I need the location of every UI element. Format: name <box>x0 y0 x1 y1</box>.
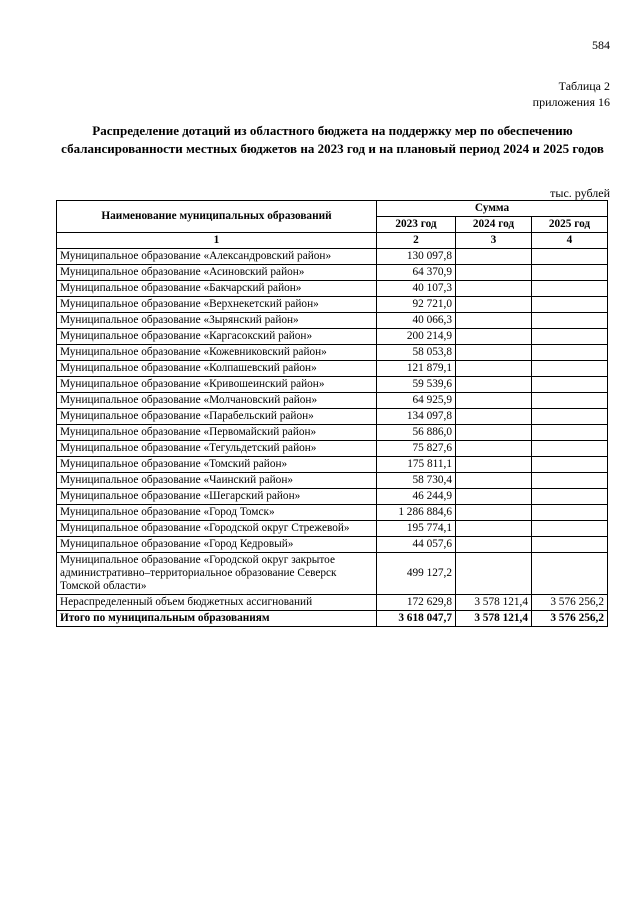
header-name-column: Наименование муниципальных образований <box>57 201 377 233</box>
table-row <box>57 361 608 377</box>
page-number: 584 <box>592 38 610 52</box>
amount-2023: 64 925,9 <box>377 393 456 409</box>
amount-2023: 92 721,0 <box>377 297 456 313</box>
municipality-name: Муниципальное образование «Верхнекетский район» <box>57 297 377 313</box>
amount-2023: 40 107,3 <box>377 281 456 297</box>
municipality-name: Муниципальное образование «Кожевниковский район» <box>57 345 377 361</box>
amount-2024 <box>456 345 532 361</box>
municipality-name: Муниципальное образование «Асиновский район» <box>57 265 377 281</box>
amount-2025 <box>532 249 608 265</box>
column-number-4: 4 <box>532 233 608 249</box>
amount-2024 <box>456 409 532 425</box>
amount-2024 <box>456 441 532 457</box>
amount-2025 <box>532 281 608 297</box>
table-row <box>57 425 608 441</box>
table-row <box>57 297 608 313</box>
total-2023: 3 618 047,7 <box>377 611 456 627</box>
table-row <box>57 595 608 611</box>
amount-2024 <box>456 377 532 393</box>
amount-2025 <box>532 377 608 393</box>
amount-2023: 75 827,6 <box>377 441 456 457</box>
municipality-name: Муниципальное образование «Кривошеинский район» <box>57 377 377 393</box>
amount-2025 <box>532 265 608 281</box>
amount-2024 <box>456 281 532 297</box>
amount-2024: 3 578 121,4 <box>456 595 532 611</box>
table-row <box>57 457 608 473</box>
municipality-name: Муниципальное образование «Городской округ закрытое административно–территориальное образование Северск Томской области» <box>57 553 377 595</box>
table-row <box>57 441 608 457</box>
amount-2025 <box>532 521 608 537</box>
amount-2025 <box>532 297 608 313</box>
municipality-name: Муниципальное образование «Молчановский район» <box>57 393 377 409</box>
amount-2025: 3 576 256,2 <box>532 595 608 611</box>
amount-2024 <box>456 553 532 595</box>
amount-2025 <box>532 553 608 595</box>
amount-2023: 175 811,1 <box>377 457 456 473</box>
subsidy-distribution-table <box>56 200 608 627</box>
amount-2023: 56 886,0 <box>377 425 456 441</box>
amount-2024 <box>456 361 532 377</box>
amount-2023: 1 286 884,6 <box>377 505 456 521</box>
header-year-2024: 2024 год <box>456 217 532 233</box>
municipality-name: Муниципальное образование «Первомайский район» <box>57 425 377 441</box>
header-year-2025: 2025 год <box>532 217 608 233</box>
amount-2023: 59 539,6 <box>377 377 456 393</box>
municipality-name: Муниципальное образование «Город Томск» <box>57 505 377 521</box>
amount-2024 <box>456 425 532 441</box>
table-row <box>57 377 608 393</box>
amount-2024 <box>456 489 532 505</box>
amount-2023: 64 370,9 <box>377 265 456 281</box>
amount-2023: 200 214,9 <box>377 329 456 345</box>
units-label: тыс. рублей <box>550 186 610 200</box>
table-body <box>57 249 608 611</box>
total-row <box>57 611 608 627</box>
column-number-2: 2 <box>377 233 456 249</box>
amount-2025 <box>532 441 608 457</box>
amount-2024 <box>456 249 532 265</box>
table-reference <box>533 78 610 110</box>
table-row <box>57 409 608 425</box>
amount-2025 <box>532 329 608 345</box>
municipality-name: Муниципальное образование «Шегарский район» <box>57 489 377 505</box>
municipality-name: Муниципальное образование «Колпашевский район» <box>57 361 377 377</box>
total-label: Итого по муниципальным образованиям <box>57 611 377 627</box>
amount-2025 <box>532 457 608 473</box>
amount-2024 <box>456 329 532 345</box>
total-2025: 3 576 256,2 <box>532 611 608 627</box>
table-row <box>57 553 608 595</box>
municipality-name: Муниципальное образование «Парабельский район» <box>57 409 377 425</box>
amount-2025 <box>532 473 608 489</box>
amount-2023: 130 097,8 <box>377 249 456 265</box>
amount-2025 <box>532 505 608 521</box>
table-row <box>57 249 608 265</box>
column-number-3: 3 <box>456 233 532 249</box>
amount-2024 <box>456 393 532 409</box>
amount-2024 <box>456 297 532 313</box>
amount-2025 <box>532 537 608 553</box>
amount-2024 <box>456 313 532 329</box>
amount-2024 <box>456 537 532 553</box>
amount-2025 <box>532 425 608 441</box>
amount-2023: 121 879,1 <box>377 361 456 377</box>
municipality-name: Нераспределенный объем бюджетных ассигнований <box>57 595 377 611</box>
total-2024: 3 578 121,4 <box>456 611 532 627</box>
table-ref-line-1: Таблица 2 <box>558 79 610 93</box>
table-row <box>57 505 608 521</box>
amount-2024 <box>456 457 532 473</box>
municipality-name: Муниципальное образование «Томский район» <box>57 457 377 473</box>
amount-2023: 58 730,4 <box>377 473 456 489</box>
amount-2025 <box>532 345 608 361</box>
document-title: Распределение дотаций из областного бюджета на поддержку мер по обеспечению сбалансированности местных бюджетов на 2023 год и на плановый период 2024 и 2025 годов <box>61 123 604 156</box>
amount-2024 <box>456 473 532 489</box>
table-row <box>57 281 608 297</box>
municipality-name: Муниципальное образование «Городской округ Стрежевой» <box>57 521 377 537</box>
amount-2024 <box>456 521 532 537</box>
municipality-name: Муниципальное образование «Бакчарский район» <box>57 281 377 297</box>
column-number-1: 1 <box>57 233 377 249</box>
table-row <box>57 537 608 553</box>
table-row <box>57 265 608 281</box>
amount-2025 <box>532 409 608 425</box>
amount-2023: 46 244,9 <box>377 489 456 505</box>
amount-2024 <box>456 505 532 521</box>
municipality-name: Муниципальное образование «Чаинский район» <box>57 473 377 489</box>
amount-2023: 172 629,8 <box>377 595 456 611</box>
amount-2025 <box>532 393 608 409</box>
table-row <box>57 521 608 537</box>
amount-2025 <box>532 313 608 329</box>
amount-2023: 134 097,8 <box>377 409 456 425</box>
header-year-2023: 2023 год <box>377 217 456 233</box>
table-row <box>57 345 608 361</box>
municipality-name: Муниципальное образование «Каргасокский район» <box>57 329 377 345</box>
table-row <box>57 489 608 505</box>
municipality-name: Муниципальное образование «Город Кедровый» <box>57 537 377 553</box>
header-sum-column: Сумма <box>377 201 608 217</box>
municipality-name: Муниципальное образование «Александровский район» <box>57 249 377 265</box>
amount-2024 <box>456 265 532 281</box>
table-row <box>57 473 608 489</box>
amount-2023: 58 053,8 <box>377 345 456 361</box>
amount-2025 <box>532 489 608 505</box>
amount-2023: 44 057,6 <box>377 537 456 553</box>
amount-2025 <box>532 361 608 377</box>
table-row <box>57 313 608 329</box>
amount-2023: 40 066,3 <box>377 313 456 329</box>
table-ref-line-2: приложения 16 <box>532 95 610 109</box>
municipality-name: Муниципальное образование «Тегульдетский район» <box>57 441 377 457</box>
amount-2023: 195 774,1 <box>377 521 456 537</box>
table-row <box>57 393 608 409</box>
municipality-name: Муниципальное образование «Зырянский район» <box>57 313 377 329</box>
amount-2023: 499 127,2 <box>377 553 456 595</box>
table-row <box>57 329 608 345</box>
